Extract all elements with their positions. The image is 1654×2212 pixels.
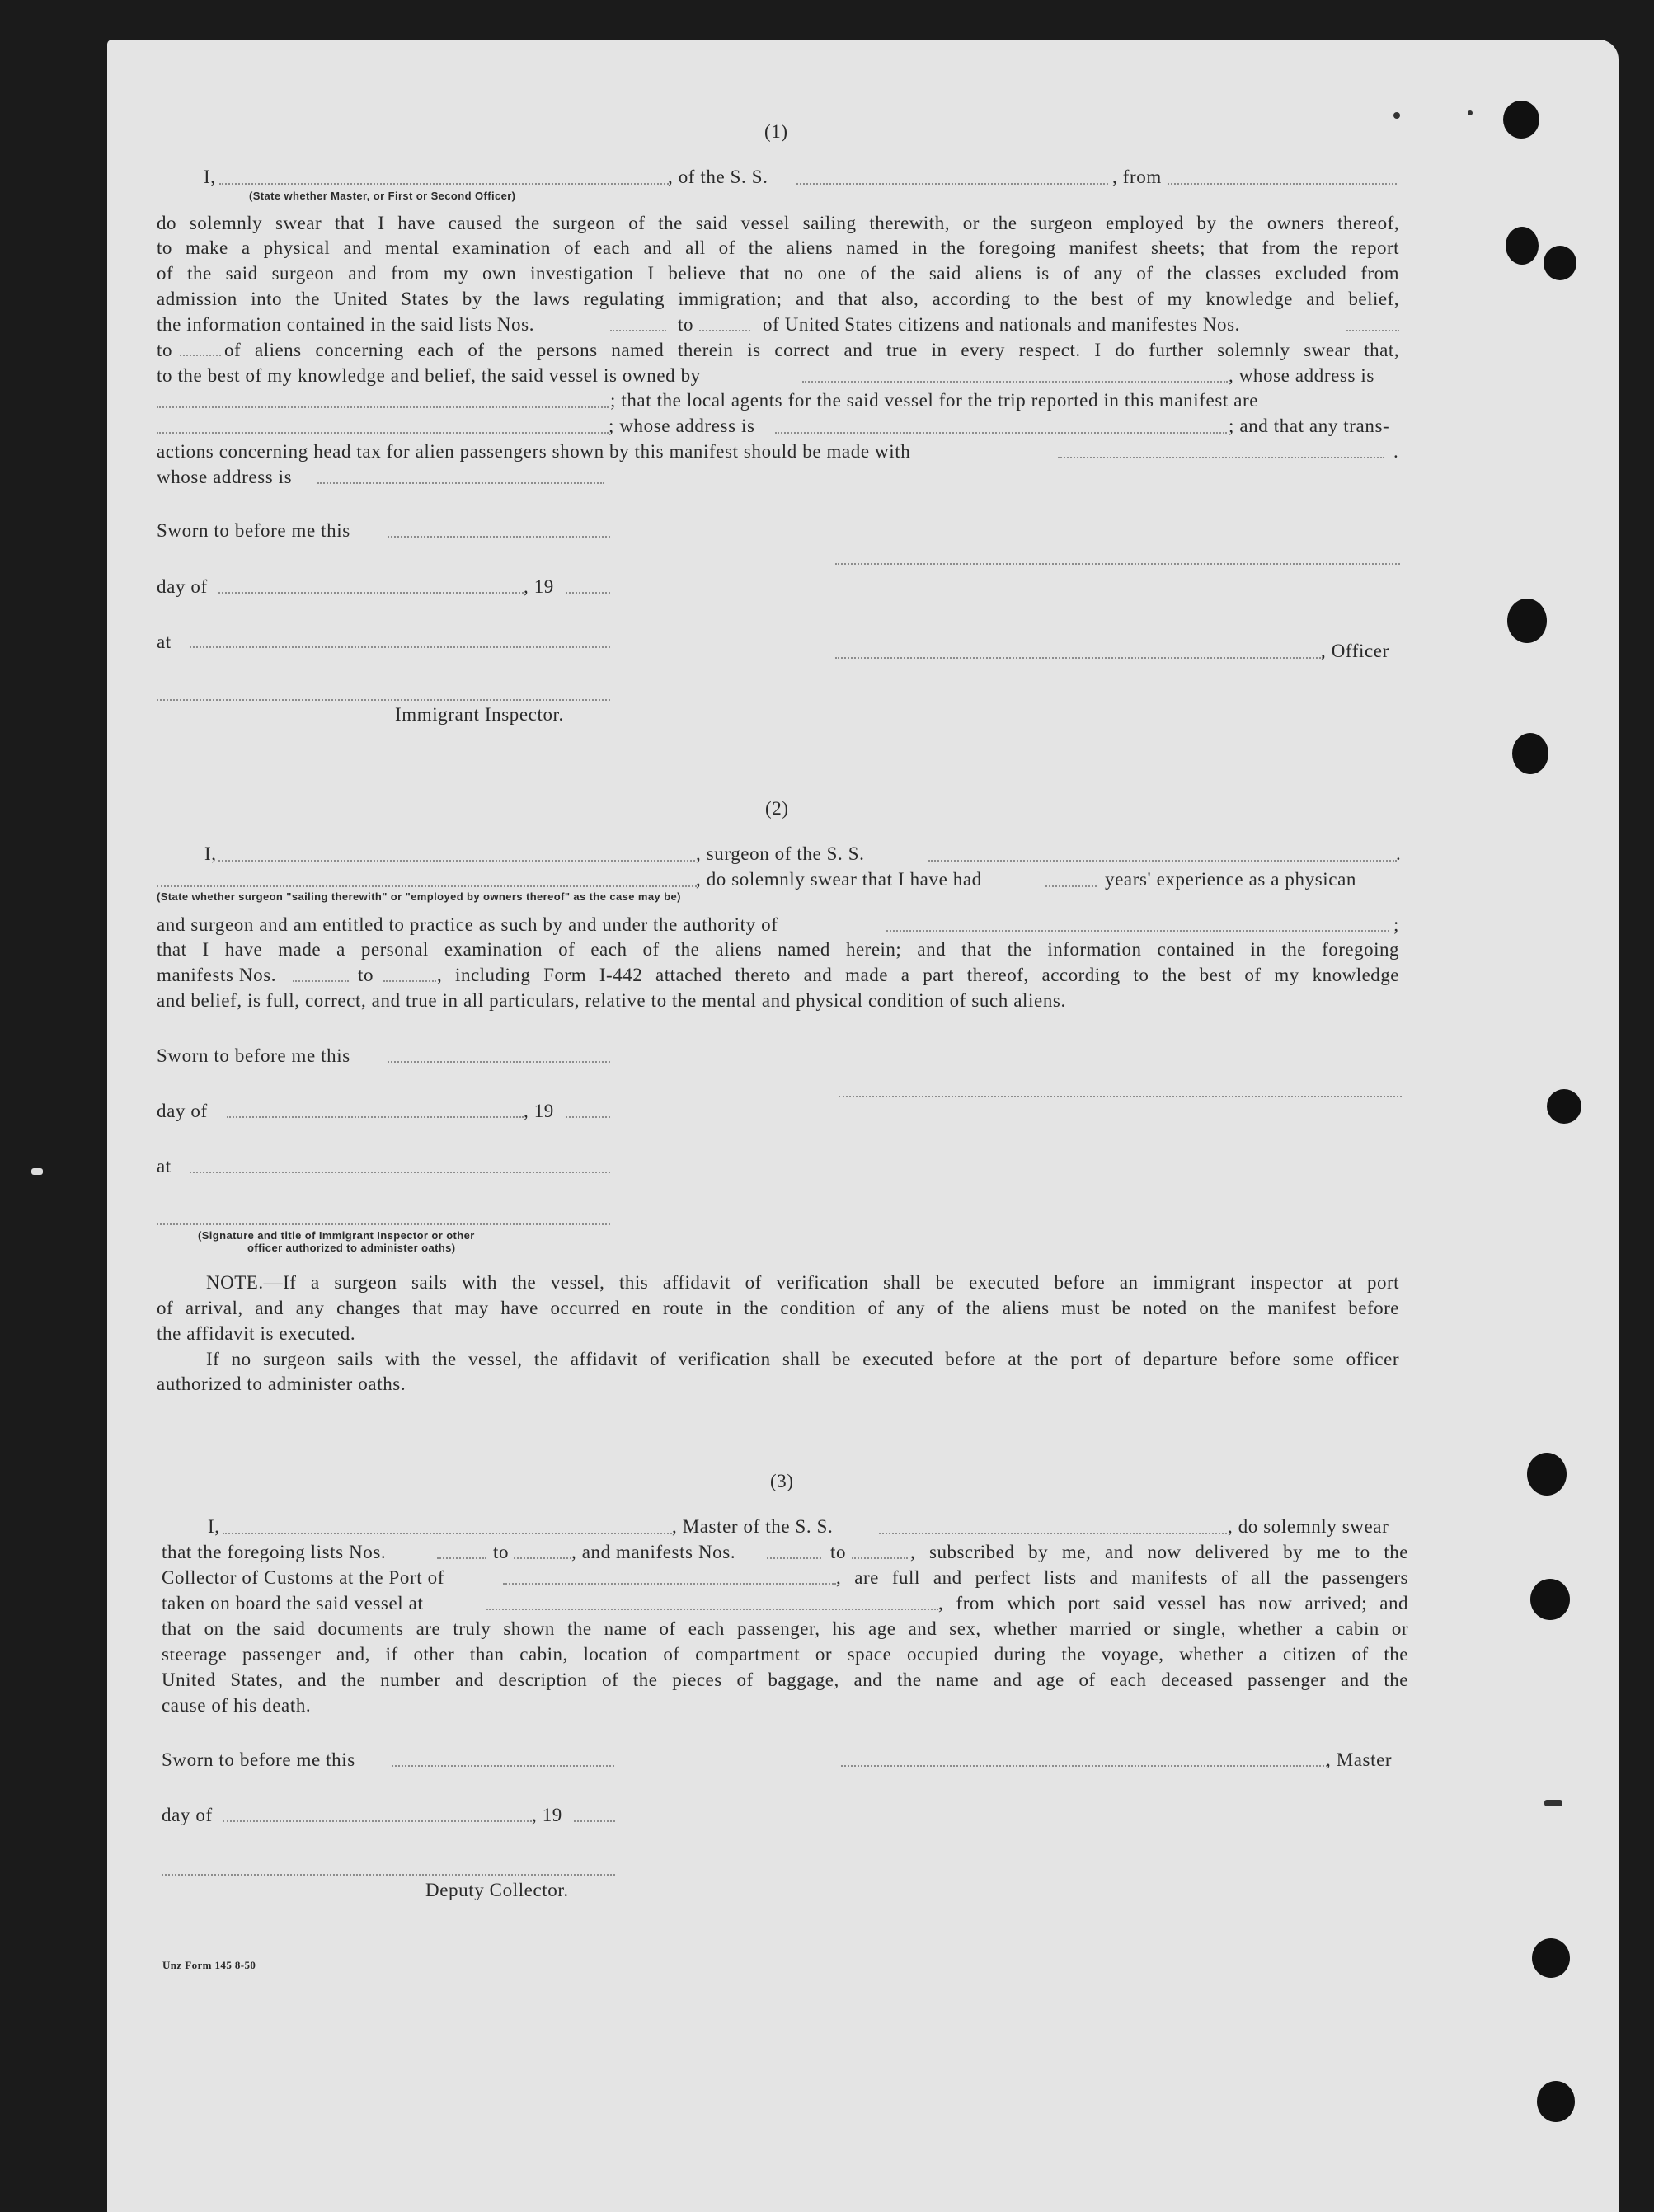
s3-line2b: to [493, 1542, 510, 1562]
punch-hole [1506, 227, 1539, 265]
punch-hole [1544, 246, 1576, 280]
s1-line6b: of aliens concerning each of the persons named therein is correct and true in every respect. I do further solemnly swear that, [224, 340, 1399, 360]
s3-port-field[interactable] [503, 1583, 836, 1585]
us-list-from-field[interactable] [610, 330, 666, 331]
note2-line: authorized to administer oaths. [157, 1374, 406, 1394]
s2-inspector-sig-field[interactable] [157, 1223, 610, 1225]
s1-line7b: , whose address is [1229, 365, 1374, 386]
s1-of-ss: , of the S. S. [668, 167, 768, 187]
practice-authority-field[interactable] [886, 930, 1389, 932]
punch-hole [1537, 2081, 1575, 2122]
section-2-number: (2) [765, 798, 789, 819]
s3-master-label: , Master [1326, 1749, 1393, 1770]
surgeon-status-field[interactable] [157, 885, 697, 887]
s1-line9b: ; and that any trans- [1229, 416, 1390, 436]
s3-line4b: , from which port said vessel has now arrived; and [938, 1593, 1408, 1613]
speck [1393, 112, 1400, 119]
s3-departure-port-field[interactable] [486, 1609, 938, 1610]
s3-master-of: , Master of the S. S. [672, 1516, 834, 1537]
s1-text-line: do solemnly swear that I have caused the surgeon of the said vessel sailing therewith, or the surgeon employed by the owners thereof, [157, 213, 1399, 233]
s3-year-label: , 19 [532, 1805, 562, 1825]
note-line: the affidavit is executed. [157, 1323, 356, 1344]
s3-text-line: United States, and the number and description of the pieces of baggage, and the name and age of each deceased passenger and the [162, 1670, 1408, 1690]
s1-day-of-label: day of [157, 576, 208, 597]
speck [1468, 110, 1473, 115]
s2-line4: that I have made a personal examination of each of the aliens named herein; and that the information contained in the foregoing [157, 939, 1399, 960]
s2-line5a: manifests Nos. [157, 965, 277, 985]
s3-lists-to-field[interactable] [514, 1557, 571, 1559]
punch-hole [1507, 599, 1547, 643]
s3-vessel-field[interactable] [879, 1533, 1227, 1534]
s1-line5a: the information contained in the said lists Nos. [157, 314, 535, 335]
section-3-number: (3) [770, 1471, 794, 1491]
punch-hole [1532, 1938, 1570, 1978]
owner-address-field[interactable] [157, 406, 609, 408]
s3-day-of-label: day of [162, 1805, 213, 1825]
s2-signature-field[interactable] [839, 1096, 1402, 1097]
s3-i: I, [208, 1516, 220, 1537]
s1-month-field[interactable] [218, 592, 524, 594]
s1-sworn-day-field[interactable] [388, 536, 610, 538]
section-1-number: (1) [764, 121, 788, 142]
head-tax-address-field[interactable] [317, 482, 604, 484]
s1-line6a: to [157, 340, 173, 360]
punch-hole [1530, 1579, 1570, 1620]
s3-month-field[interactable] [223, 1820, 532, 1822]
s3-master-sig-field[interactable] [841, 1765, 1327, 1767]
s2-sworn-day-field[interactable] [388, 1061, 610, 1063]
alien-manifest-to-field[interactable] [180, 355, 221, 356]
s2-surgeon-of: , surgeon of the S. S. [696, 843, 865, 864]
speck [1544, 1800, 1562, 1806]
punch-hole [1547, 1089, 1581, 1124]
s2-vessel-field[interactable] [928, 860, 1397, 862]
s3-line2e: , subscribed by me, and now delivered by me to the [910, 1542, 1408, 1562]
s1-line11: whose address is [157, 467, 293, 487]
s2-at-field[interactable] [190, 1172, 610, 1173]
s2-line5b: to [358, 965, 374, 985]
s3-text-line: steerage passenger and, if other than cabin, location of compartment or space occupied during the voyage, whether a citizen of the [162, 1644, 1408, 1665]
s2-sworn-label: Sworn to before me this [157, 1045, 350, 1066]
s3-sworn-day-field[interactable] [392, 1765, 614, 1767]
s1-officer-field[interactable] [835, 657, 1323, 659]
s1-text-line: to make a physical and mental examination of each and all of the aliens named in the foregoing manifest sheets; that from the report [157, 237, 1399, 258]
master-name-field[interactable] [219, 183, 669, 185]
s1-year-label: , 19 [524, 576, 554, 597]
agents-field[interactable] [157, 432, 609, 434]
form-id: Unz Form 145 8-50 [162, 1959, 256, 1971]
s2-year-label: , 19 [524, 1101, 554, 1121]
s2-line3: and surgeon and am entitled to practice as such by and under the authority of [157, 914, 778, 935]
s2-month-field[interactable] [227, 1116, 524, 1118]
s3-line2a: that the foregoing lists Nos. [162, 1542, 387, 1562]
surgeon-name-field[interactable] [218, 860, 695, 862]
s2-year-field[interactable] [566, 1116, 610, 1118]
s1-inspector-sig-field[interactable] [157, 699, 610, 701]
s3-line3b: , are full and perfect lists and manifests of all the passengers [836, 1567, 1408, 1588]
s3-text-line: that on the said documents are truly shown the name of each passenger, his age and sex, whether married or single, whether a cabin or [162, 1618, 1408, 1639]
s2-day-of-label: day of [157, 1101, 208, 1121]
note-line: of arrival, and any changes that may have occurred en route in the condition of any of the aliens must be noted on the manifest before [157, 1298, 1399, 1318]
s2-line2b: years' experience as a physican [1105, 869, 1356, 890]
s2-state-note: (State whether surgeon "sailing therewith" or "employed by owners thereof" as the case may be) [157, 890, 681, 903]
s1-sworn-label: Sworn to before me this [157, 520, 350, 541]
s2-sig-note-2: officer authorized to administer oaths) [247, 1242, 456, 1254]
s3-last-line: cause of his death. [162, 1695, 312, 1716]
s2-at-label: at [157, 1156, 172, 1176]
s2-sig-note-1: (Signature and title of Immigrant Inspector or other [198, 1229, 475, 1242]
s2-line5c: , including Form I-442 attached thereto and made a part thereof, according to the best of my knowledge [437, 965, 1399, 985]
s3-lists-from-field[interactable] [437, 1557, 486, 1559]
s3-line3a: Collector of Customs at the Port of [162, 1567, 444, 1588]
s1-state-note: (State whether Master, or First or Second Officer) [249, 190, 516, 202]
s2-manifest-from-field[interactable] [293, 980, 349, 982]
s1-year-field[interactable] [566, 592, 610, 594]
punch-hole [1512, 733, 1548, 774]
s3-sworn-label: Sworn to before me this [162, 1749, 355, 1770]
s1-signature-field[interactable] [835, 563, 1400, 565]
s2-line2a: , do solemnly swear that I have had [696, 869, 982, 890]
head-tax-party-field[interactable] [1058, 457, 1384, 458]
s3-manifests-from-field[interactable] [767, 1557, 821, 1559]
s1-officer-label: , Officer [1321, 641, 1389, 661]
s3-line2c: , and manifests Nos. [571, 1542, 736, 1562]
from-port-field[interactable] [1168, 183, 1397, 185]
s2-line6: and belief, is full, correct, and true in all particulars, relative to the mental and physical condition of such aliens. [157, 990, 1066, 1011]
s1-line9a: ; whose address is [609, 416, 755, 436]
s1-at-field[interactable] [190, 646, 610, 648]
s1-line5b: to [678, 314, 694, 335]
s3-deputy-label: Deputy Collector. [425, 1880, 569, 1900]
s3-line2d: to [830, 1542, 847, 1562]
years-experience-field[interactable] [1045, 885, 1097, 887]
s3-line4a: taken on board the said vessel at [162, 1593, 424, 1613]
punch-hole [1503, 101, 1539, 139]
s1-text-line: admission into the United States by the laws regulating immigration; and that also, according to the best of my knowledge and belief, [157, 289, 1399, 309]
note-line: NOTE.—If a surgeon sails with the vessel, this affidavit of verification shall be executed before an immigrant inspector at port [206, 1272, 1399, 1293]
s3-collector-sig-field[interactable] [162, 1874, 615, 1876]
us-list-to-field[interactable] [699, 330, 750, 331]
agents-address-field[interactable] [775, 432, 1227, 434]
s1-line10: actions concerning head tax for alien passengers shown by this manifest should be made with [157, 441, 911, 462]
s1-inspector-label: Immigrant Inspector. [395, 704, 564, 725]
punch-hole [1527, 1453, 1567, 1496]
s2-i: I, [204, 843, 217, 864]
s3-year-field[interactable] [574, 1820, 615, 1822]
speck [31, 1168, 43, 1175]
s1-i: I, [204, 167, 216, 187]
s2-manifest-to-field[interactable] [383, 980, 436, 982]
vessel-name-field[interactable] [796, 183, 1108, 185]
alien-manifest-from-field[interactable] [1346, 330, 1399, 331]
s3-swear: , do solemnly swear [1228, 1516, 1389, 1537]
s1-text-line: of the said surgeon and from my own investigation I believe that no one of the said aliens is of any of the classes excluded from [157, 263, 1399, 284]
s3-manifests-to-field[interactable] [852, 1557, 908, 1559]
s3-master-name-field[interactable] [223, 1533, 672, 1534]
s1-at-label: at [157, 632, 172, 652]
note2-line: If no surgeon sails with the vessel, the affidavit of verification shall be executed before at the port of departure before some officer [206, 1349, 1399, 1369]
s1-line5c: of United States citizens and nationals and manifestes Nos. [763, 314, 1240, 335]
s1-line8: ; that the local agents for the said vessel for the trip reported in this manifest are [610, 390, 1259, 411]
s1-from: , from [1112, 167, 1162, 187]
s1-line7a: to the best of my knowledge and belief, the said vessel is owned by [157, 365, 701, 386]
owner-field[interactable] [802, 381, 1228, 383]
